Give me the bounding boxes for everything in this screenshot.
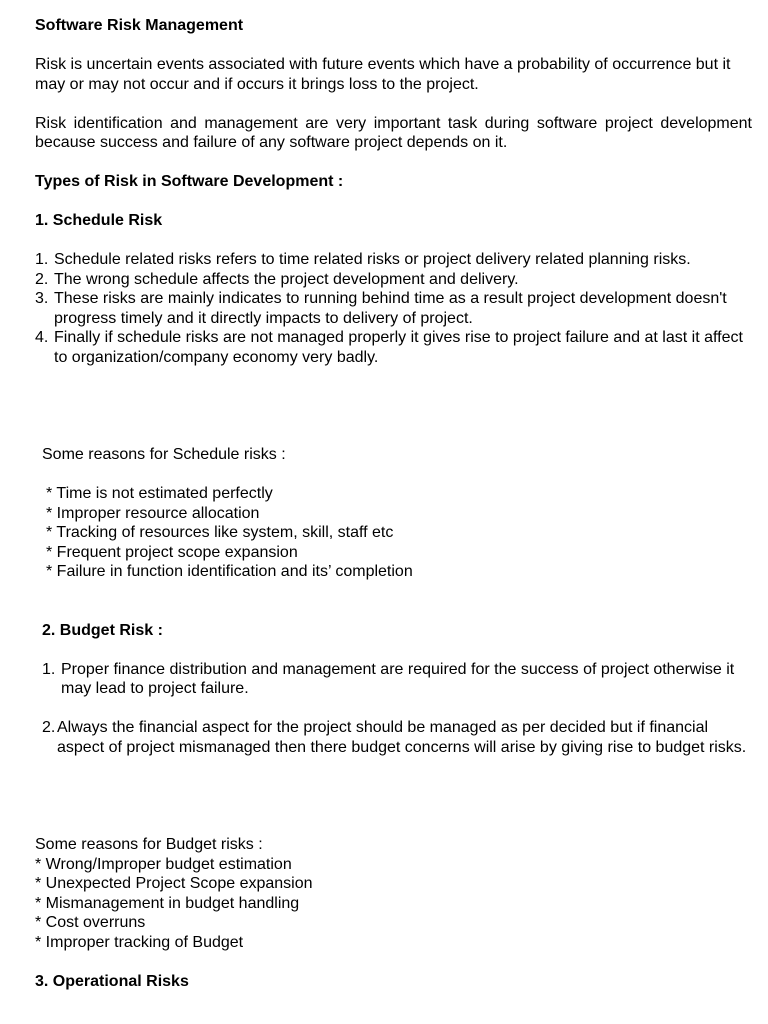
list-item-number: 2. [42,719,56,736]
list-item-number: 4. [35,329,49,346]
list-item-text: The wrong schedule affects the project development and delivery. [54,270,519,288]
budget-reasons-heading: Some reasons for Budget risks : [35,836,263,853]
list-item-text: These risks are mainly indicates to running behind time as a result project development doesn't progress timely and it directly impacts to delivery of project. [54,290,727,327]
list-item [35,289,752,328]
reason-item: * Time is not estimated perfectly [46,485,273,502]
reason-item: * Improper resource allocation [46,504,260,522]
operational-risks-heading: 3. Operational Risks [35,972,189,990]
reason-item: * Wrong/Improper budget estimation [35,855,292,873]
document-body [35,16,752,991]
reason-item: * Failure in function identification and its’ completion [46,563,413,580]
reason-item: * Mismanagement in budget handling [35,894,300,912]
list-item-text: Finally if schedule risks are not managed properly it gives rise to project failure and at last it affect to organization/company economy very badly. [54,329,743,366]
reason-item: * Improper tracking of Budget [35,933,244,951]
budget-reasons-block [35,835,752,952]
reason-item: * Unexpected Project Scope expansion [35,875,313,892]
schedule-reasons-block [42,445,752,582]
intro-paragraph-1: Risk is uncertain events associated with future events which have a probability of occurrence but it may or may not occur and if occurs it brings loss to the project. [35,56,731,93]
list-item [35,328,752,367]
schedule-risk-list [35,250,752,367]
budget-risk-list [42,660,752,758]
list-item-number: 1. [42,660,56,678]
types-heading: Types of Risk in Software Development : [35,173,344,190]
reason-item: * Frequent project scope expansion [46,543,298,561]
list-item [35,270,752,290]
list-item-text: Schedule related risks refers to time related risks or project delivery related planning risks. [54,251,691,268]
list-item [42,718,752,757]
list-item-number: 3. [35,290,49,307]
schedule-reasons-heading: Some reasons for Schedule risks : [42,446,286,463]
list-item-number: 1. [35,251,49,268]
list-item [35,250,752,270]
list-item-text: Always the financial aspect for the project should be managed as per decided but if financial aspect of project mismanaged then there budget concerns will arise by giving rise to budget risks. [57,719,747,756]
reason-item: * Cost overruns [35,914,146,931]
intro-paragraph-2: Risk identification and management are very important task during software project development because success and failure of any software project depends on it. [35,114,752,151]
list-item [42,660,752,699]
document-title: Software Risk Management [35,17,244,34]
reason-item: * Tracking of resources like system, skill, staff etc [46,524,394,541]
budget-risk-block [42,621,752,758]
list-item-number: 2. [35,270,49,288]
schedule-risk-heading: 1. Schedule Risk [35,212,163,229]
budget-risk-heading: 2. Budget Risk : [42,621,163,639]
list-item-text: Proper finance distribution and management are required for the success of project otherwise it may lead to project failure. [61,660,735,697]
